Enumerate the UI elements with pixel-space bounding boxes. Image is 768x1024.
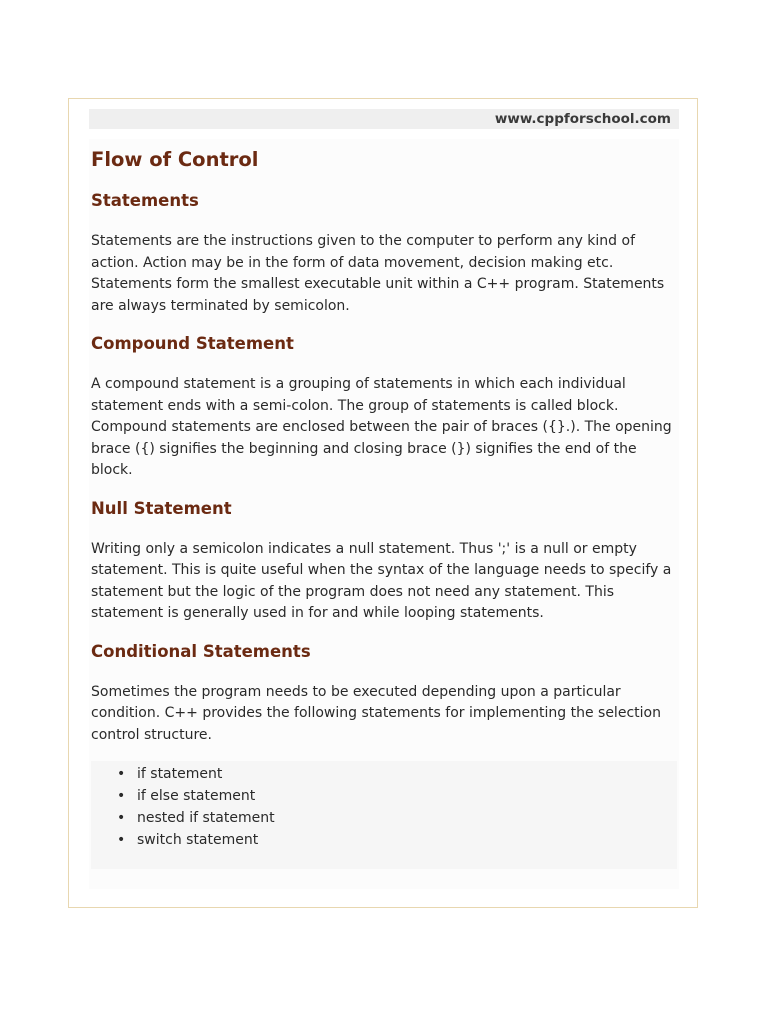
bullet-icon: • [117,788,126,804]
section-text-conditional-statements: Sometimes the program needs to be executed depending upon a particular condition. C++ provides the following statements for implementing the selection control structure. [91,683,661,743]
list-item [117,829,677,851]
site-url-link[interactable]: www.cppforschool.com [494,111,671,127]
content-area [89,139,679,889]
section-heading-null-statement: Null Statement [91,498,232,518]
list-item [117,763,677,785]
conditional-statements-list [91,763,677,851]
page-title: Flow of Control [91,148,259,171]
list-item-label: if else statement [137,788,256,804]
section-heading-statements: Statements [91,191,199,210]
site-header-bar [89,109,679,129]
section-heading-conditional-statements: Conditional Statements [91,641,311,661]
content-inner [89,139,679,869]
bullet-icon: • [117,810,126,826]
bullet-icon: • [117,832,126,848]
section-heading-compound-statement: Compound Statement [91,334,294,353]
section-text-compound-statement: A compound statement is a grouping of statements in which each individual statement ends with a semi-colon. The group of statements is called block. Compound statements are enclosed between the pair of braces ({}.). The opening brace ({) signifies the beginning and closing brace (}) signifies the end of the block. [91,376,672,478]
list-item-label: nested if statement [137,810,275,826]
section-text-statements: Statements are the instructions given to the computer to perform any kind of action. Action may be in the form of data movement, decision making etc. Statements form the smallest executable unit within a C++ program. Statements are always terminated by semicolon. [91,233,665,314]
page-frame [68,98,698,908]
bullet-icon: • [117,766,126,782]
list-item [117,785,677,807]
list-item-label: switch statement [137,832,259,848]
list-item [117,807,677,829]
section-text-null-statement: Writing only a semicolon indicates a null statement. Thus ';' is a null or empty statement. This is quite useful when the syntax of the language needs to specify a statement but the logic of the program does not need any statement. This statement is generally used in for and while looping statements. [91,540,672,621]
conditional-list-block [91,761,677,869]
list-item-label: if statement [137,766,223,782]
